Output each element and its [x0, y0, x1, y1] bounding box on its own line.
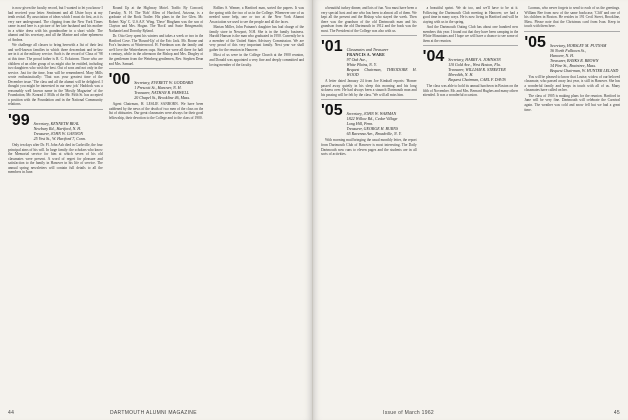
body-text: A letter dated January 24 from Joe Kimball reports: 'Homer passed away quietly in his sleep this morning and his long sickness over. He had always been a staunch Dartmouth man and his passing will be felt by the class.' We will all miss him. [321, 79, 417, 97]
right-column-1 [321, 6, 417, 406]
right-column-3 [524, 6, 620, 406]
body-text: a beautiful turkey dinner, and lots of fun. You must have been a very special host and one who has been to almost all of them. We kept all the present and the Bishop who stayed the week. Then there was the grandson of the old Dartmouth man and his grandson from the old Dartmouth in 1912 and the book was the most. The President of the College was also with us. [321, 6, 417, 33]
divider [8, 109, 103, 110]
divider [321, 35, 417, 36]
left-column-3 [209, 6, 304, 406]
class-officers: Secretary, EVERETT W. GODDARD 1 Prescott St., Hanover, N. H. Treasurer, NATHAN B. FARWELL 20 Chapel St., Brookline 46, Mass. [134, 80, 194, 101]
body-text: Most of us were in the College Church at the 1900 reunion, and Donald was appointed a very fine and deeply committed and loving member of the faculty. [209, 53, 305, 67]
masthead: Issue of March 1962 [383, 410, 435, 416]
class-year: '00 [108, 71, 131, 89]
body-text: Rollins S. Wamer, a Hartford man, sorted the papers. It was the spring with the two of us in the College. Whenever one of us needed some help, one or two at the New York Alumni Association we used to see the people and all the faces. [209, 6, 305, 24]
class-year: '01 [321, 38, 343, 56]
body-text: a beautiful sprint. We do too, and we'll have to be at it. Following the Dartmouth Club meeting in Hanover, we had a good time in many ways. He is now living in Hartford and will be staying with us in the spring. [422, 6, 519, 24]
class-year: '05 [321, 102, 343, 120]
class-header-05 [321, 103, 417, 136]
class-header-01 [321, 39, 417, 77]
class-officers: Secretary, HORSLEY M. PUTNAM 36 North Fulltown St., Hanover, N. H. Treasurer, BANKS R. BROWN 34 Pine St., Braintree, Mass. Bequest Chairman, W. HUNTER LELAND [549, 42, 619, 73]
class-header-99 [8, 113, 103, 141]
body-text: The class was able to hold its annual luncheon in Boston on the fifth of November. Mr. and Mrs. Bernard Hughes and many others attended. It was a wonderful occasion. [422, 84, 519, 98]
right-column-2 [423, 6, 519, 406]
class-header-00 [109, 72, 204, 100]
page-number: 45 [613, 410, 620, 416]
body-text: And the Dartmouth Outing Club has about one hundred new members this year. I found out that they have been camping in the White Mountains and I hope we will have a chance to see some of them at the reunion. [422, 25, 519, 43]
left-page [0, 0, 313, 420]
body-text: Agent Chairman, H. LESLIE SANBORN. We have been saddened by the news of the death of two men of the class on the list of obituaries. Our great classmates were always for their good fellowship, their devotion to the College and to the class of 1900. [108, 102, 204, 120]
body-text: Marian Miller, John Putnam's daughter has had charge of the family store in Newport, N.H. She is in the family business. Harold Hanson is the man who graduated in 1950. Currently he is a member of the United States Advisory Commission. We are very proud of this very important family. Next year we shall gather for the reunion in Hanover. [209, 25, 305, 52]
class-header-04 [423, 49, 519, 82]
left-column-1 [8, 6, 103, 406]
masthead: DARTMOUTH ALUMNI MAGAZINE [110, 410, 197, 416]
right-page [313, 0, 628, 420]
class-officers: Secretary, JOHN W. WARMAN 1822 Willow Rd., Cedar Village Long Hill, Penn. Treasurer, GEORGE H. BURNS 65 Ravenna Ave., Broadville, N. Y. [346, 111, 402, 137]
page-number: 44 [8, 410, 15, 416]
divider [321, 99, 417, 100]
divider [524, 31, 620, 32]
body-text: With morning mail bringing the usual monthly letter, the report from Dartmouth Club of Hanover is most interesting. The Daily Dartmouth now runs to eleven pages and the students are in all sorts of activities. [321, 138, 417, 157]
body-text: Dr. Otto Grey spent his winters and takes a week or two in the Hartford Cove. The 'Round-Up' of the Eric Jack. Mr. Boone and Fox's business at Winterwood. H. Friedman was the family and we'd love the Winterhaven cups. Since we were all there for half a century, while in the afternoon the Bishop and Mrs. Dingley of the gentlemen from the Weinberg gentlemen, Rev. Stephen Dean and Mrs. Samuel. [108, 34, 204, 66]
class-header-05b [524, 35, 620, 73]
class-officers: Secretary, HARRY A. JOHNSON 110 Gold Ave., West Boston, Fla. Treasurer, WILLIAM R. STREETER Meredith, N. H. Bequest Chairman, CARL F. DAVIS [448, 57, 506, 83]
body-text: Loomas, who never forgets to send to each of us the greetings. William Bee from now of the same bookcase, 'Cliff' and one of his children in Boston. He resides in 191 Cecil Street, Brookline, Mass. Please note that the Christmas card from Ivan. Keep in touch with them here. [524, 6, 621, 29]
class-officers: Classmates and Treasurer FRANCIS A. WARE 97 Oak Ave., White Plains, N. Y. Bequest Chairman, THEODORE H. WOOD [346, 47, 417, 78]
class-year: '05 [524, 33, 546, 51]
class-year: '99 [8, 112, 30, 130]
divider [423, 45, 519, 46]
body-text: Only ten days after Dr. Fl. John Ash died in Carlsville, the four principal aims of his will. In large family: the scholars who know the Memorial service for him at which seven of his old classmates were present. A word of regret for pleasure and satisfaction to the family in Hanover in his life of service. The annual spring newsletters will contain full details to all the members in June. [8, 143, 103, 175]
body-text: You will be pleased to know that Louise, widow of our beloved classmate, who passed away last year, is still in Hanover. She has a wonderful family and keeps in touch with all of us. Many classmates have called on her. [524, 74, 621, 93]
body-text: is now given the faculty record, but I wanted to let you know I had received your letter. Sentiment and all Ulster boys at my tenth recital. By association of ideas which I must do first, as it is very rare underground. The clipping from the New York Times came in and here is a picture of her late husband and his mother in a white dress with his grandmother in a short while. The alumni and his secretary, and all the Marine and other ephemera of Andrea. [8, 6, 103, 42]
body-text: We challenge all classes to bring herewith a list of their last and well-known families in which three descendant and in-law are in it at the military service. Such is the record of Class of '98 at this time. The proud father is R. C. Eckstrom. Those who are children of an older group of us might also be entitled, including two daughters who wish the best. Out of sons and not only in the service. Just for the time, Ivan will be remembered. Mary Mills wrote enthusiastically: 'That was your greatest time of the December issue.' The class and all the alumni will be delighted. I thought you might be interested in our new job.' Haddock was a reasonably well known name in the 'Mostly Magazine' of the Foundation, Mr. Konrad J. Mills of the Mr. Fifth St. has accepted a position with the Foundation and in the National Community relations. [8, 43, 103, 107]
body-text: The class of 1905 is making plans for the reunion. Hartford in June will be very fine. Dartmouth will celebrate the Carnival again. The weather was cold and snow fell but we had a great time. [524, 93, 621, 112]
divider [109, 68, 204, 69]
body-text: Round Up at the Highway Motel. Traffic By Concord, Tuesday, N. H. The 'Rob' Allen of Hartford, Arizona, is a graduate of the Rock Trailer. His plans in the Joe Glen. Mr. Robert 'Kip' C. U.S.A.F. Wing. 'Dave' Bingham was the son of Clayton and Mrs. Hogan. The 'Rock' and Susie Bringenacht; Nathaniel and Dorothy Ryland. [108, 6, 204, 33]
left-column-2 [109, 6, 204, 406]
class-officers: Secretary, KENNETH BEAL Newbury Rd., Hartford, N. H. Treasurer, JOHN W. GANNON 25 Vest St., W. Hartford 7, Conn. [33, 121, 86, 142]
class-year: '04 [422, 48, 445, 66]
